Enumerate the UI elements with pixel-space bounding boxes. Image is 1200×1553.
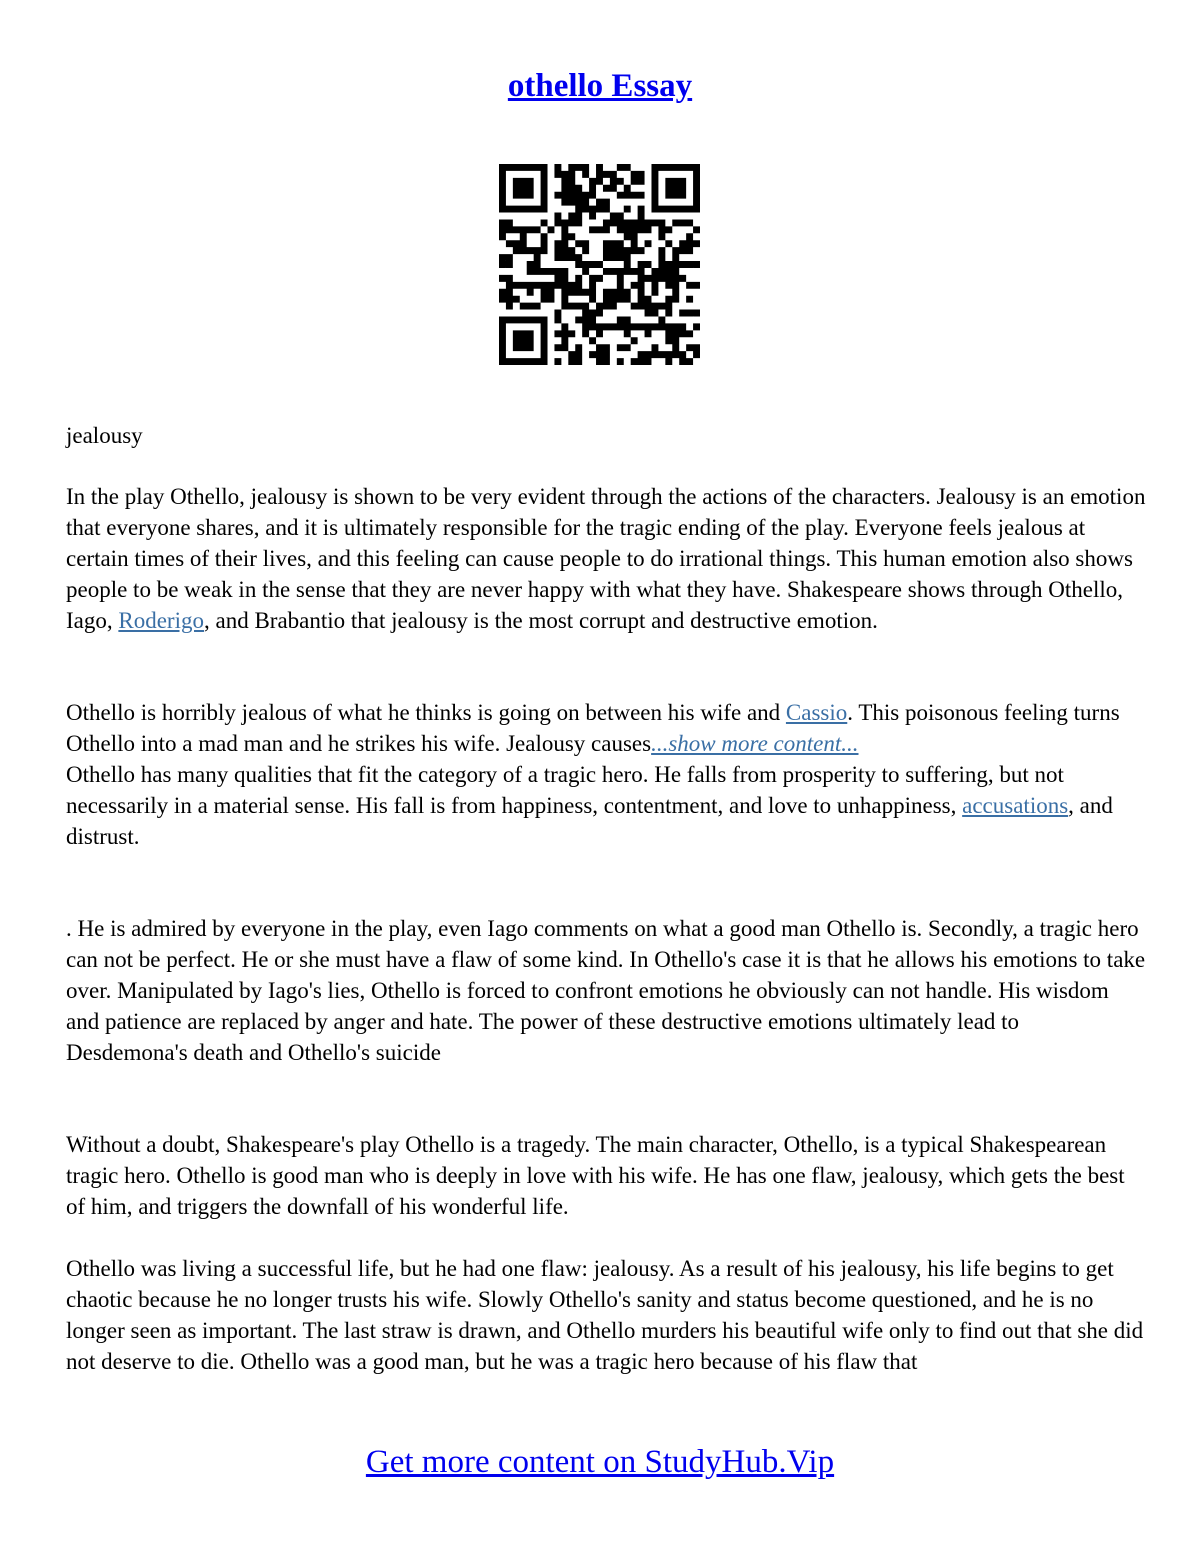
paragraph-4 bbox=[66, 913, 1146, 1068]
paragraph-1-text-end: , and Brabantio that jealousy is the most corrupt and destructive emotion. bbox=[203, 608, 878, 633]
qr-code-icon bbox=[499, 164, 700, 365]
paragraph-6-text: Othello was living a successful life, but he had one flaw: jealousy. As a result of his jealousy, his life begins to get chaotic because he no longer trusts his wife. Slowly Othello's sanity and status become questioned, and he is no longer seen as important. The last straw is drawn, and Othello murders his beautiful wife only to find out that she did not deserve to die. Othello was a good man, but he was a tragic hero because of his flaw that bbox=[66, 1256, 1144, 1374]
paragraph-1-text: In the play Othello, jealousy is shown to be very evident through the actions of the characters. Jealousy is an emotion that everyone shares, and it is ultimately responsible for the tragic ending of the play. Everyone feels jealous at certain times of their lives, and this feeling can cause people to do irrational things. This human emotion also shows people to be weak in the sense that they are never happy with what they have. Shakespeare shows through Othello, Iago, bbox=[66, 484, 1146, 633]
essay-body bbox=[66, 420, 1146, 451]
paragraph-2 bbox=[66, 697, 1146, 852]
show-more-link[interactable]: ...show more content... bbox=[651, 731, 859, 756]
studyhub-link[interactable]: Get more content on StudyHub.Vip bbox=[365, 1444, 835, 1480]
essay-heading: jealousy bbox=[66, 423, 143, 448]
paragraph-3-text-end: , and distrust. bbox=[66, 793, 1113, 849]
accusations-link[interactable]: accusations bbox=[962, 793, 1069, 818]
paragraph-6 bbox=[66, 1253, 1146, 1377]
paragraph-1 bbox=[66, 481, 1146, 636]
paragraph-4-text: . He is admired by everyone in the play, even Iago comments on what a good man Othello is. Secondly, a tragic hero can not be perfect. He or she must have a flaw of some kind. In Othello's case it is that he allows his emotions to take over. Manipulated by Iago's lies, Othello is forced to confront emotions he obviously can not handle. His wisdom and patience are replaced by anger and hate. The power of these destructive emotions ultimately lead to Desdemona's death and Othello's suicide bbox=[66, 916, 1146, 1065]
paragraph-5-text: Without a doubt, Shakespeare's play Othello is a tragedy. The main character, Othello, is a typical Shakespearean tragic hero. Othello is good man who is deeply in love with his wife. He has one flaw, jealousy, which gets the best of him, and triggers the downfall of his wonderful life. bbox=[66, 1132, 1125, 1219]
paragraph-2-text-end: . This poisonous feeling turns Othello into a mad man and he strikes his wife. Jealousy causes bbox=[66, 700, 1120, 756]
paragraph-2-text: Othello is horribly jealous of what he thinks is going on between his wife and bbox=[66, 700, 786, 725]
cassio-link[interactable]: Cassio bbox=[785, 700, 848, 725]
paragraph-3-text: Othello has many qualities that fit the category of a tragic hero. He falls from prosperity to suffering, but not necessarily in a material sense. His fall is from happiness, contentment, and love to unhappiness, bbox=[66, 762, 1064, 818]
paragraph-5 bbox=[66, 1129, 1146, 1222]
essay-title-link[interactable]: othello Essay bbox=[507, 68, 693, 104]
essay-title bbox=[0, 64, 1200, 108]
roderigo-link[interactable]: Roderigo bbox=[118, 608, 204, 633]
qr-modules bbox=[499, 164, 700, 365]
footer bbox=[0, 1440, 1200, 1484]
